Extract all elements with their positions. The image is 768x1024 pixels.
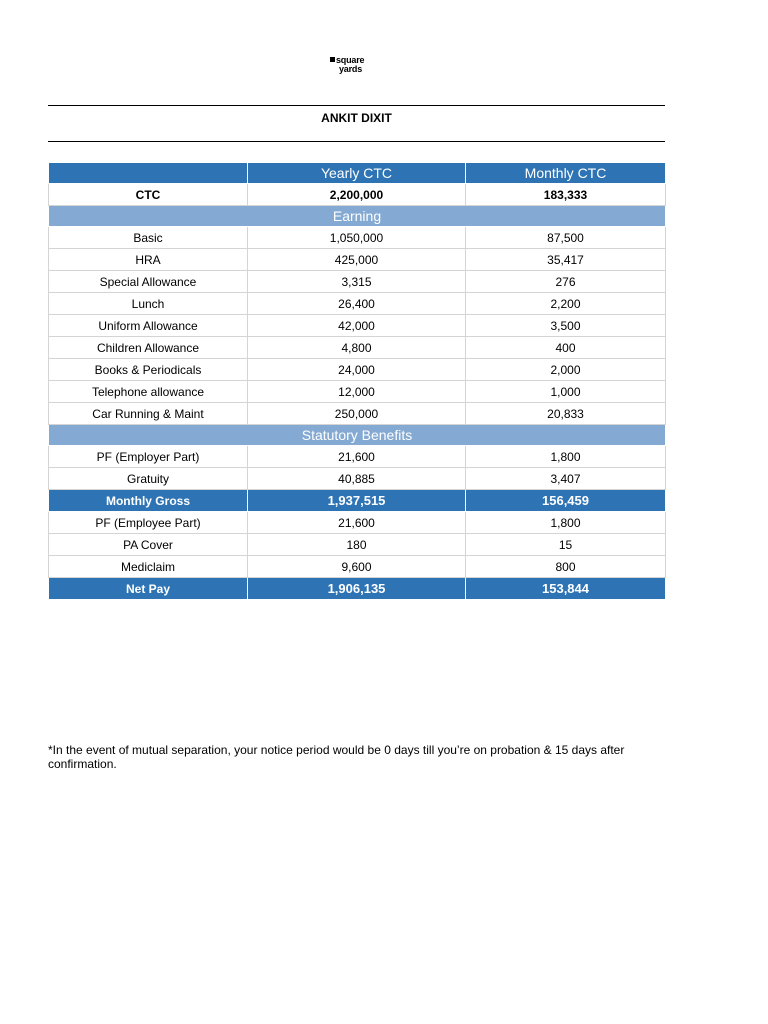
- cell-monthly: 3,500: [466, 315, 666, 337]
- cell-yearly: 12,000: [248, 381, 466, 403]
- cell-label: Uniform Allowance: [49, 315, 248, 337]
- earning-section-row: [49, 206, 666, 227]
- cell-yearly: 42,000: [248, 315, 466, 337]
- cell-label: Mediclaim: [49, 556, 248, 578]
- logo-line2: yards: [339, 64, 363, 74]
- footnote: *In the event of mutual separation, your notice period would be 0 days till you’re on probation & 15 days after confirmation.: [48, 743, 625, 771]
- employee-name: ANKIT DIXIT: [321, 111, 392, 125]
- monthly-gross-yearly: 1,937,515: [248, 490, 466, 512]
- salary-table: [48, 162, 666, 600]
- table-row: [49, 403, 666, 425]
- cell-monthly: 87,500: [466, 227, 666, 249]
- statutory-section-row: [49, 425, 666, 446]
- table-row: [49, 359, 666, 381]
- table-row: [49, 381, 666, 403]
- earning-rows: [49, 227, 666, 425]
- cell-label: HRA: [49, 249, 248, 271]
- company-logo: [330, 56, 390, 76]
- logo-line1: square: [336, 55, 365, 65]
- table-row: [49, 249, 666, 271]
- cell-yearly: 21,600: [248, 446, 466, 468]
- table-header-row: [49, 163, 666, 184]
- header-yearly: Yearly CTC: [248, 163, 466, 184]
- earning-section-title: Earning: [49, 206, 666, 227]
- cell-monthly: 2,200: [466, 293, 666, 315]
- header-empty-cell: [49, 163, 248, 184]
- monthly-gross-row: [49, 490, 666, 512]
- cell-label: PF (Employee Part): [49, 512, 248, 534]
- table-row: [49, 293, 666, 315]
- cell-yearly: 21,600: [248, 512, 466, 534]
- cell-label: Children Allowance: [49, 337, 248, 359]
- table-row: [49, 315, 666, 337]
- ctc-monthly: 183,333: [466, 184, 666, 206]
- cell-monthly: 1,000: [466, 381, 666, 403]
- net-pay-monthly: 153,844: [466, 578, 666, 600]
- monthly-gross-monthly: 156,459: [466, 490, 666, 512]
- cell-monthly: 20,833: [466, 403, 666, 425]
- statutory-rows: [49, 446, 666, 490]
- name-divider: [48, 141, 665, 142]
- ctc-row: [49, 184, 666, 206]
- cell-monthly: 1,800: [466, 446, 666, 468]
- table-row: [49, 271, 666, 293]
- cell-yearly: 40,885: [248, 468, 466, 490]
- cell-yearly: 9,600: [248, 556, 466, 578]
- net-pay-row: [49, 578, 666, 600]
- cell-label: Special Allowance: [49, 271, 248, 293]
- cell-monthly: 2,000: [466, 359, 666, 381]
- cell-monthly: 800: [466, 556, 666, 578]
- table-row: [49, 446, 666, 468]
- cell-monthly: 35,417: [466, 249, 666, 271]
- cell-label: Basic: [49, 227, 248, 249]
- cell-yearly: 180: [248, 534, 466, 556]
- cell-label: Gratuity: [49, 468, 248, 490]
- table-row: [49, 227, 666, 249]
- table-row: [49, 468, 666, 490]
- net-pay-label: Net Pay: [49, 578, 248, 600]
- cell-monthly: 15: [466, 534, 666, 556]
- cell-yearly: 26,400: [248, 293, 466, 315]
- table-row: [49, 337, 666, 359]
- top-divider: [48, 105, 665, 106]
- cell-label: PF (Employer Part): [49, 446, 248, 468]
- cell-monthly: 276: [466, 271, 666, 293]
- cell-label: Lunch: [49, 293, 248, 315]
- cell-yearly: 4,800: [248, 337, 466, 359]
- table-row: [49, 556, 666, 578]
- net-pay-yearly: 1,906,135: [248, 578, 466, 600]
- cell-yearly: 250,000: [248, 403, 466, 425]
- cell-yearly: 425,000: [248, 249, 466, 271]
- cell-label: PA Cover: [49, 534, 248, 556]
- monthly-gross-label: Monthly Gross: [49, 490, 248, 512]
- table-row: [49, 512, 666, 534]
- ctc-label: CTC: [49, 184, 248, 206]
- deduction-rows: [49, 512, 666, 578]
- cell-monthly: 1,800: [466, 512, 666, 534]
- cell-yearly: 1,050,000: [248, 227, 466, 249]
- cell-yearly: 3,315: [248, 271, 466, 293]
- cell-label: Books & Periodicals: [49, 359, 248, 381]
- logo-square-mark: [330, 57, 335, 62]
- table-row: [49, 534, 666, 556]
- statutory-section-title: Statutory Benefits: [49, 425, 666, 446]
- cell-yearly: 24,000: [248, 359, 466, 381]
- cell-label: Car Running & Maint: [49, 403, 248, 425]
- header-monthly: Monthly CTC: [466, 163, 666, 184]
- cell-monthly: 3,407: [466, 468, 666, 490]
- cell-label: Telephone allowance: [49, 381, 248, 403]
- ctc-yearly: 2,200,000: [248, 184, 466, 206]
- cell-monthly: 400: [466, 337, 666, 359]
